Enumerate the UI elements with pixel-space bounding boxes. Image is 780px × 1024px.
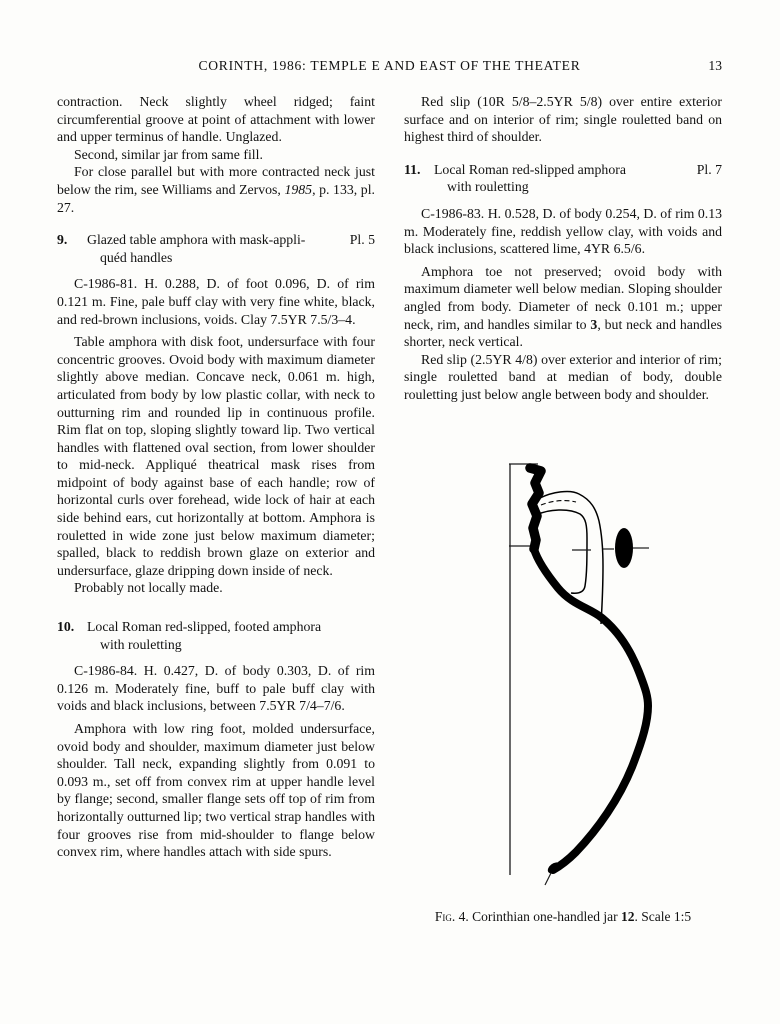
- entry-9-number: 9.: [57, 232, 68, 248]
- entry-10-catalog: C-1986-84. H. 0.427, D. of body 0.303, D. of rim 0.126 m. Moderately fine, buff to pale buff clay with voids and black inclusions, between 7.5YR 7/4–7/6.: [57, 663, 375, 714]
- jar-profile-figure: [420, 445, 720, 895]
- caption-catalog-number: 12: [620, 909, 635, 924]
- paragraph-parallel-reference: [57, 163, 375, 216]
- paragraph-red-slip-10r: Red slip (10R 5/8–2.5YR 5/8) over entire exterior surface and on interior of rim; single rouletted band on highest third of shoulder.: [404, 94, 722, 145]
- entry-11-number: 11.: [404, 161, 421, 177]
- entry-11-title: Local Roman red-slipped amphora with rouletting: [434, 161, 626, 195]
- entry-9-title: Glazed table amphora with mask-appli- quéd handles: [87, 232, 306, 265]
- figure-label: Fig.: [434, 909, 456, 924]
- jar-profile-drawing-icon: [420, 445, 720, 895]
- left-column: [57, 93, 375, 861]
- right-column: [404, 93, 722, 1024]
- page-number: 13: [708, 58, 722, 73]
- entry-9-catalog: C-1986-81. H. 0.288, D. of foot 0.096, D. of rim 0.121 m. Fine, pale buff clay with very fine white, black, and red-brown inclusions, voids. Clay 7.5YR 7.5/3–4.: [57, 276, 375, 327]
- entry-10-heading: [57, 618, 375, 653]
- reference-year-italic: 1985: [284, 181, 313, 197]
- paragraph-second-jar: Second, similar jar from same fill.: [74, 146, 263, 162]
- entry-9-heading: [57, 231, 375, 266]
- entry-11-red-slip: Red slip (2.5YR 4/8) over exterior and interior of rim; single rouletted band at median of body, double rouletting just below angle between body and shoulder.: [404, 351, 722, 402]
- reference-text-end: , p. 133, pl. 27.: [57, 181, 375, 215]
- entry-9-note: Probably not locally made.: [74, 580, 223, 596]
- cross-reference-bold: 3: [590, 316, 598, 332]
- entry-11-description: Amphora toe not preserved; ovoid body with maximum diameter well below median. Sloping shoulder angled from body. Diameter of neck 0.101 m.; upper neck, rim, and handles similar to 3, but neck and handles shorter, neck vertical.: [404, 263, 722, 350]
- entry-10-title: Local Roman red-slipped, footed amphora with rouletting: [87, 619, 322, 652]
- entry-10-description: Amphora with low ring foot, molded undersurface, ovoid body and shoulder, maximum diameter just below shoulder. Tall neck, expanding slightly from 0.091 to 0.093 m., set off from convex rim at upper handle level by flange; second, smaller flange sets off top of rim from horizontally outturned lip; two vertical strap handles with four grooves rise from mid-shoulder to flange below convex rim, where handles attach with side spurs.: [57, 721, 375, 860]
- entry-10-number: 10.: [57, 619, 75, 635]
- entry-9-description: Table amphora with disk foot, undersurface with four concentric grooves. Ovoid body with maximum diameter slightly above median. Concave neck, 0.061 m. high, articulated from body by low plastic collar, with neck to outturning rim and rounded lip in continuous profile. Rim flat on top, sloping slightly toward lip. Two vertical handles with flattened oval section, from lower shoulder to mid-neck. Appliqué theatrical mask rises from midpoint of body against base of each handle; row of horizontal curls over forehead, wide lock of hair at each side behind ears, cut horizontally at bottom. Amphora is rouletted in wide zone just below maximum diameter; spalled, black to reddish brown glaze on exterior and undersurface, glaze dripping down inside of neck.: [57, 334, 375, 578]
- reference-text: For close parallel but with more contracted neck just below the rim, see Williams and Zervos,: [57, 164, 375, 197]
- entry-11-catalog: C-1986-83. H. 0.528, D. of body 0.254, D. of rim 0.13 m. Moderately fine, reddish yellow clay, with voids and black inclusions, scattered lime, 4YR 6.5/6.: [404, 205, 722, 257]
- entry-11-heading: [404, 161, 722, 196]
- figure-caption: Fig. 4. Corinthian one-handled jar 12. Scale 1:5: [434, 909, 692, 924]
- entry-11-plate-ref: Pl. 7: [696, 161, 722, 177]
- paragraph-contraction: contraction. Neck slightly wheel ridged; faint circumferential groove at point of attachment with lower and upper terminus of handle. Unglazed.: [57, 94, 375, 145]
- running-header: CORINTH, 1986: TEMPLE E AND EAST OF THE THEATER: [198, 58, 581, 73]
- entry-9-plate-ref: Pl. 5: [349, 232, 375, 248]
